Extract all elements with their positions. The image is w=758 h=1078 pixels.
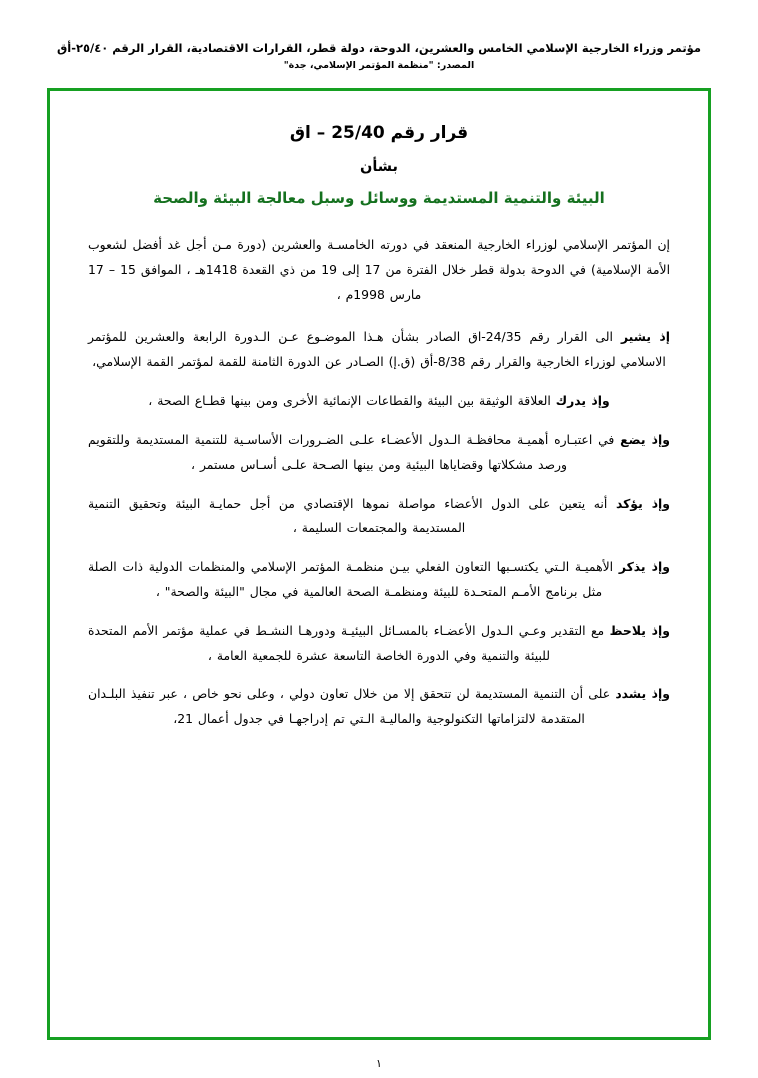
page-number: ١ [376, 1057, 382, 1070]
paragraph-text: في اعتبـاره أهميـة محافظـة الـدول الأعضـاء علـى الضـرورات الأساسـية للتنمية المستديمة وللتقويم ورصد مشكلاتها وقضاياها البيئية ومن بينها الصـحة علـى أسـاس مستمر ، [88, 431, 615, 472]
paragraph-clause [84, 619, 674, 669]
page-header [0, 0, 758, 71]
clause-lead: وإذ يشدد [615, 686, 670, 702]
resolution-number: قرار رقم 25/40 – اق [289, 123, 469, 143]
clause-lead: وإذ يذكر [618, 559, 670, 575]
paragraph-clause [84, 492, 674, 542]
clause-lead: وإذ يؤكد [615, 495, 670, 511]
header-conference-line: مؤتمر وزراء الخارجية الإسلامي الخامس والعشرين، الدوحة، دولة قطر، القرارات الاقتصادية، القرار الرقم ٢٥/٤٠-أق [56, 41, 701, 55]
paragraph-text: على أن التنمية المستديمة لن تتحقق إلا من خلال تعاون دولي ، وعلى نحو خاص ، عبر تنفيذ البلـدان المتقدمة لالتزاماتها التكنولوجية والماليـة الـتي تم إدراجهـا في جدول أعمال 21، [88, 686, 611, 727]
subject-title: البيئة والتنمية المستديمة ووسائل وسبل معالجة البيئة والصحة [153, 189, 605, 207]
paragraph-text: أنه يتعين على الدول الأعضاء مواصلة نموها الإقتصادي من أجل حمايـة البيئة وتحقيق التنمية المستديمة والمجتمعات السليمة ، [88, 495, 608, 536]
subject-label: بشأن [359, 159, 399, 175]
paragraph-clause [84, 555, 674, 605]
paragraph-text: العلاقة الوثيقة بين البيئة والقطاعات الإنمائية الأخرى ومن بينها قطـاع الصحة ، [148, 393, 551, 409]
paragraph-preamble [84, 233, 674, 307]
paragraph-clause [84, 428, 674, 478]
clause-lead: وإذ يدرك [555, 393, 610, 409]
paragraph-text: إن المؤتمر الإسلامي لوزراء الخارجية المنعقد في دورته الخامسـة والعشرين (دورة مـن أجل غد أفضل لشعوب الأمة الإسلامية) في الدوحة بدولة قطر خلال الفترة من 17 إلى 19 من ذي القعدة 1418هـ ، الموافق 15 – 17 مارس 1998م ، [88, 237, 671, 302]
clause-lead: وإذ يضع [620, 431, 670, 447]
paragraph-clause [84, 682, 674, 732]
clause-lead: وإذ يلاحظ [609, 622, 670, 638]
paragraph-clause [84, 389, 674, 414]
paragraph-text: الأهميـة الـتي يكتسـبها التعاون الفعلي بيـن منظمـة المؤتمر الإسلامي والمنظمات الدولية ذات الصلة مثل برنامج الأمـم المتحـدة للبيئة ومنظمـة الصحة العالمية في مجال "البيئة والصحة" ، [88, 559, 614, 599]
paragraph-text: مع التقدير وعـي الـدول الأعضـاء بالمسـائل البيئيـة ودورهـا النشـط في عملية مؤتمر الأمم المتحدة للبيئة والتنمية وفي الدورة الخاصة التاسعة عشرة للجمعية العامة ، [88, 622, 605, 663]
header-source-line: المصدر: "منظمة المؤتمر الإسلامي، جدة" [283, 60, 475, 72]
paragraph-text: الى القرار رقم 24/35-اق الصادر بشأن هـذا الموضـوع عـن الـدورة الرابعة والعشرين للمؤتمر الاسلامي لوزراء الخارجية والقرار رقم 8/38-أق (ق.إ) الصـادر عن الدورة الثامنة للقمة لمؤتمر القمة الإسلامي، [88, 329, 666, 370]
document-frame [47, 88, 711, 1040]
paragraph-clause [84, 325, 674, 375]
clause-lead: إذ يشير [620, 329, 670, 345]
